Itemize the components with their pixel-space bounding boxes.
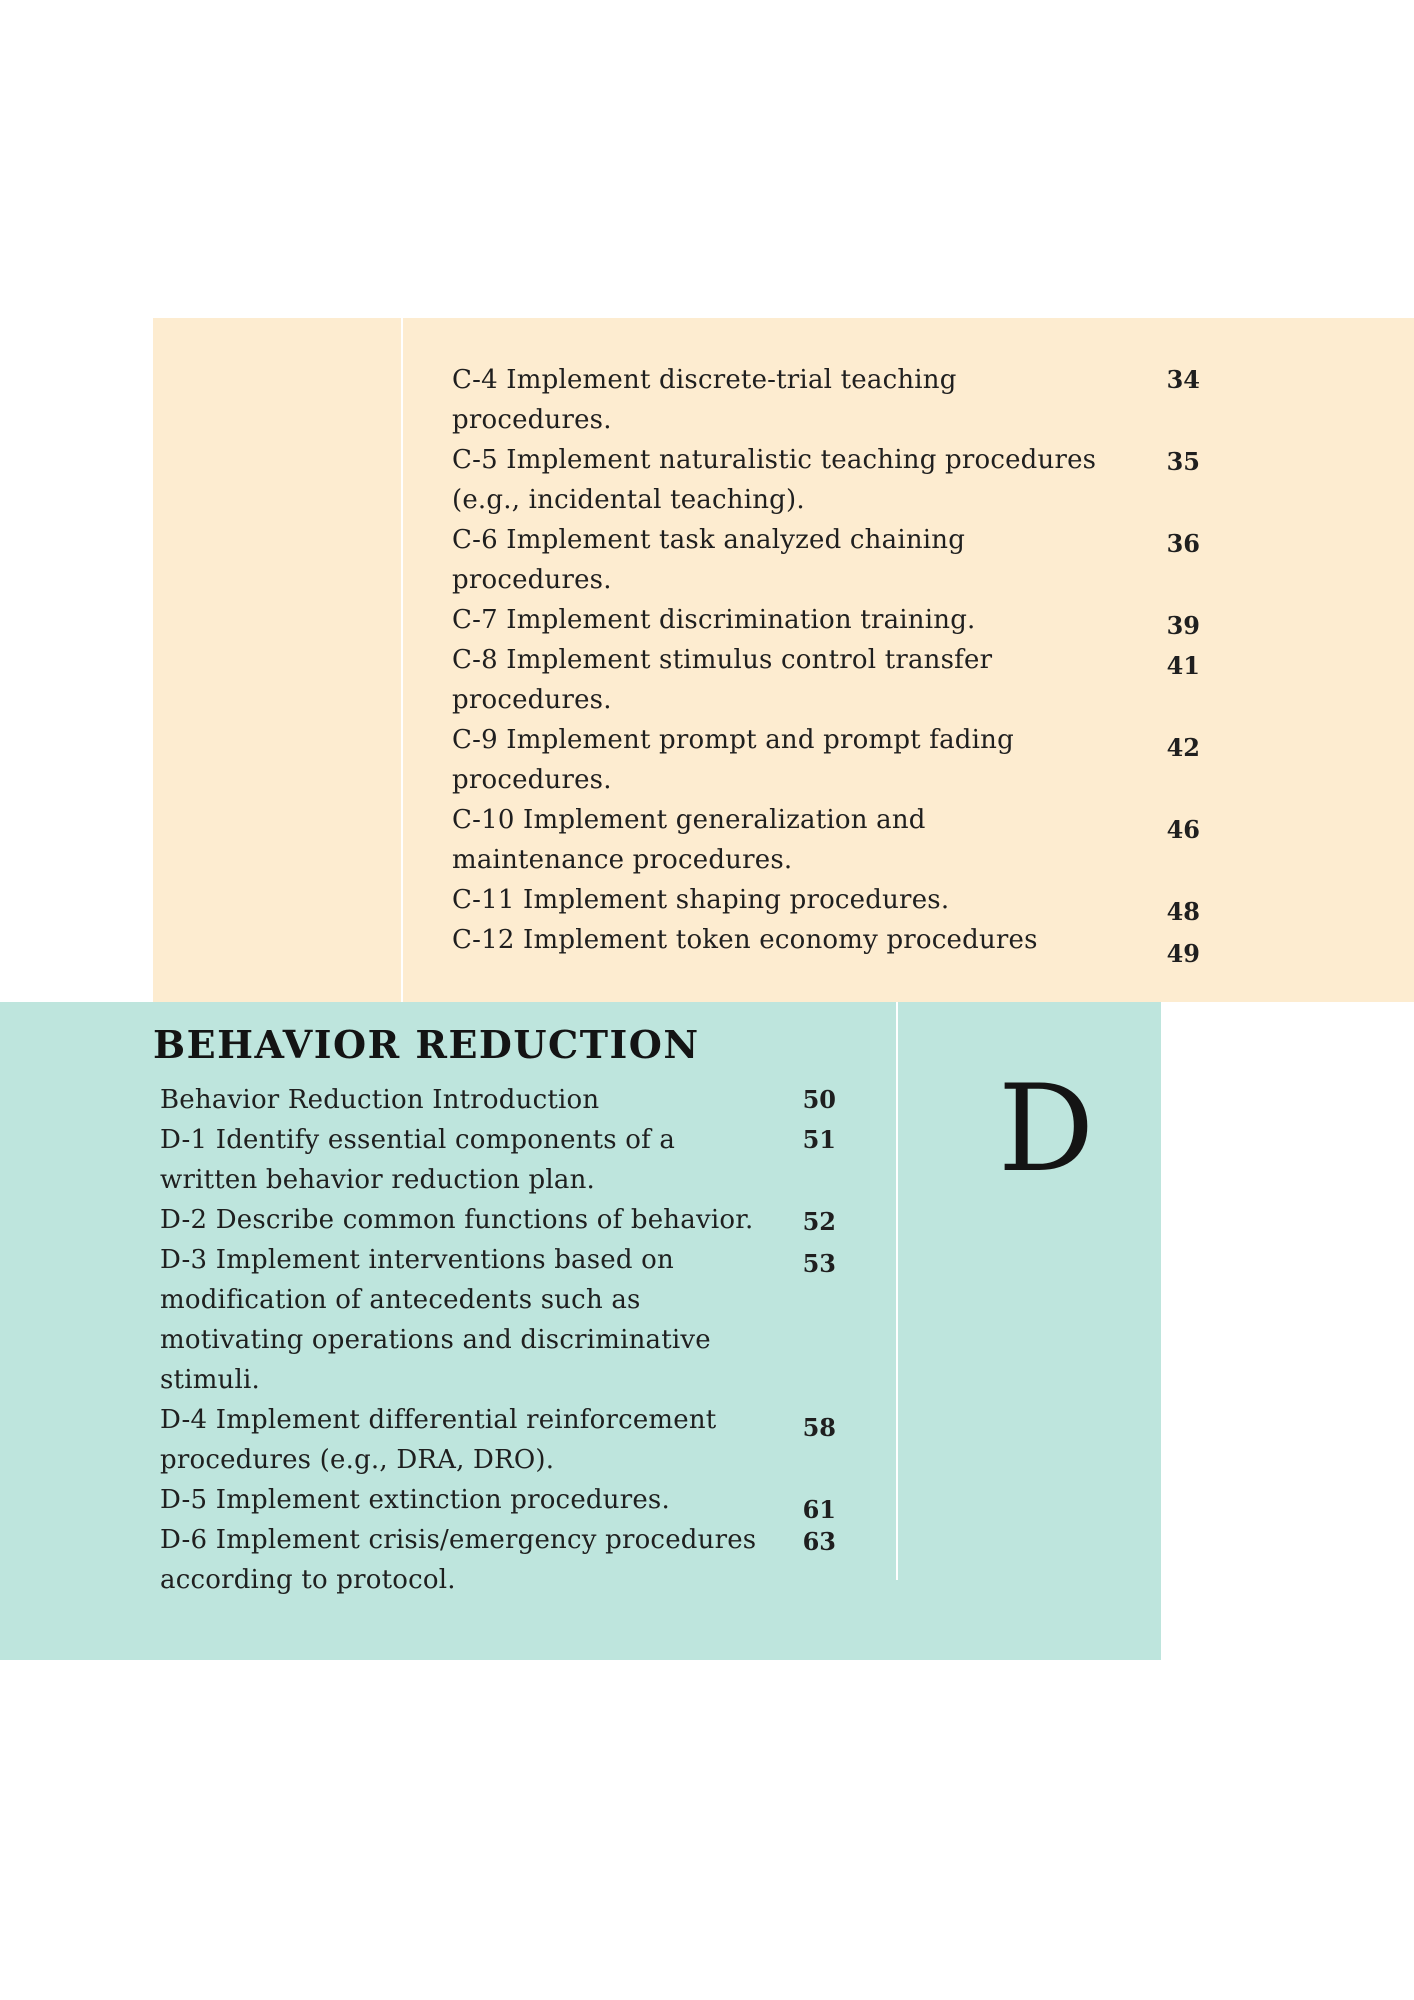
toc-entry[interactable] [160, 1080, 850, 1120]
toc-entry-title: C-12 Implement token economy procedures [452, 925, 1038, 955]
toc-entry-title: D-6 Implement crisis/emergency procedures according to protocol. [160, 1525, 757, 1595]
toc-entry-page: 58 [802, 1413, 836, 1442]
section-letter: D [998, 1060, 1095, 1199]
toc-entry-page: 53 [802, 1249, 836, 1278]
toc-entry-page: 49 [1166, 939, 1200, 968]
toc-entry-page: 48 [1166, 897, 1200, 926]
toc-entry-title: D-5 Implement extinction procedures. [160, 1485, 670, 1515]
toc-entry[interactable] [452, 880, 1212, 926]
toc-entry-title: C-11 Implement shaping procedures. [452, 885, 950, 915]
toc-entry-title: C-4 Implement discrete-trial teaching procedures. [452, 365, 957, 435]
toc-entry[interactable] [160, 1400, 850, 1480]
toc-entry-title: C-6 Implement task analyzed chaining procedures. [452, 525, 966, 595]
toc-entry[interactable] [160, 1120, 850, 1200]
section-heading: BEHAVIOR REDUCTION [153, 1022, 700, 1067]
toc-entry[interactable] [452, 640, 1212, 720]
toc-entry[interactable] [160, 1480, 850, 1524]
toc-entry[interactable] [452, 720, 1212, 800]
toc-entry-page: 35 [1166, 447, 1200, 476]
toc-entry-title: C-7 Implement discrimination training. [452, 605, 976, 635]
toc-entry[interactable] [452, 360, 1212, 440]
toc-entry[interactable] [160, 1240, 850, 1400]
toc-entry-title: D-2 Describe common functions of behavior. [160, 1205, 754, 1235]
toc-entry[interactable] [160, 1520, 850, 1600]
section-d-divider [896, 1002, 898, 1580]
toc-entry-page: 34 [1166, 365, 1200, 394]
toc-entry-title: D-4 Implement differential reinforcement procedures (e.g., DRA, DRO). [160, 1405, 717, 1475]
toc-entry-title: Behavior Reduction Introduction [160, 1085, 600, 1115]
toc-entry-page: 41 [1166, 651, 1200, 680]
section-d-toc [160, 1080, 850, 1600]
toc-entry-title: C-5 Implement naturalistic teaching procedures (e.g., incidental teaching). [452, 445, 1097, 515]
toc-entry-page: 63 [802, 1527, 836, 1556]
toc-entry-title: C-10 Implement generalization and maintenance procedures. [452, 805, 926, 875]
toc-entry[interactable] [452, 440, 1212, 520]
toc-entry[interactable] [452, 920, 1212, 968]
toc-entry-title: D-1 Identify essential components of a written behavior reduction plan. [160, 1125, 676, 1195]
toc-entry[interactable] [452, 520, 1212, 600]
toc-entry[interactable] [452, 600, 1212, 640]
section-c-toc [452, 360, 1212, 968]
toc-entry-page: 50 [802, 1085, 836, 1114]
toc-entry-page: 61 [802, 1495, 836, 1524]
toc-entry-page: 46 [1166, 815, 1200, 844]
toc-entry-page: 52 [802, 1207, 836, 1236]
toc-entry-title: C-9 Implement prompt and prompt fading procedures. [452, 725, 1014, 795]
toc-entry-page: 51 [802, 1125, 836, 1154]
toc-entry-page: 42 [1166, 733, 1200, 762]
toc-entry[interactable] [160, 1200, 850, 1240]
toc-entry-page: 36 [1166, 529, 1200, 558]
toc-entry-title: C-8 Implement stimulus control transfer procedures. [452, 645, 993, 715]
toc-entry-title: D-3 Implement interventions based on modification of antecedents such as motivating operations and discriminative stimuli. [160, 1245, 711, 1395]
toc-entry[interactable] [452, 800, 1212, 880]
toc-entry-page: 39 [1166, 611, 1200, 640]
section-c-divider [401, 318, 403, 1008]
